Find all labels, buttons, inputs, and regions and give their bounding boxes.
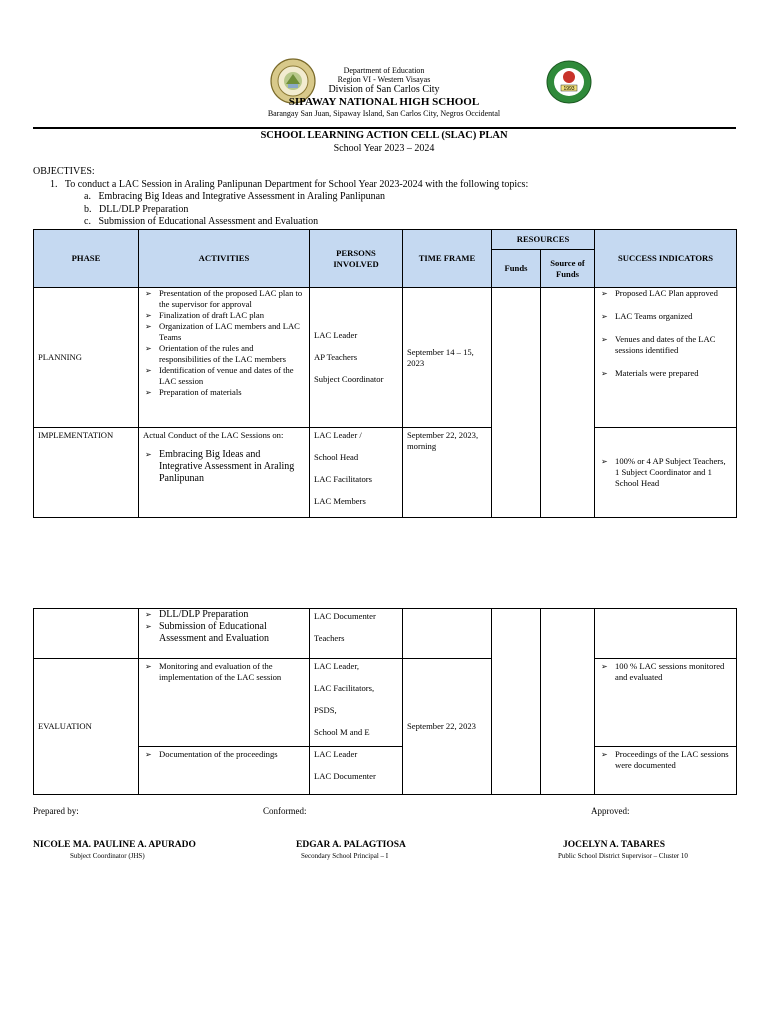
evaluation-persons-2: [310, 747, 403, 795]
school-seal-year: 1993: [563, 86, 575, 92]
implementation-row: [34, 428, 737, 518]
planning-persons: [310, 288, 403, 428]
person: PSDS,: [314, 705, 337, 715]
planning-row: [34, 288, 737, 428]
person: Teachers: [314, 633, 345, 643]
list-item: ➢ Preparation of materials: [159, 387, 305, 398]
document-title: SCHOOL LEARNING ACTION CELL (SLAC) PLAN: [260, 130, 508, 141]
activities-header: ACTIVITIES: [139, 230, 310, 288]
person: School M and E: [314, 727, 370, 737]
division-name: Division of San Carlos City: [328, 84, 440, 95]
school-address: Barangay San Juan, Sipaway Island, San Carlos City, Negros Occidental: [267, 109, 501, 118]
evaluation-row-1: [34, 659, 737, 747]
conformed-name: EDGAR A. PALAGTIOSA: [296, 840, 406, 850]
topic-c: c. Submission of Educational Assessment and Evaluation: [84, 216, 319, 227]
person: LAC Documenter: [314, 771, 376, 781]
evaluation-activities-1: [139, 659, 310, 747]
resources-header: RESOURCES: [492, 230, 595, 250]
list-item: ➢ Orientation of the rules and responsibilities of the LAC members: [159, 343, 305, 365]
list-item: ➢ Presentation of the proposed LAC plan to the supervisor for approval: [159, 288, 305, 310]
topic-b: b. DLL/DLP Preparation: [84, 204, 189, 215]
implementation-activities: [139, 428, 310, 518]
continuation-persons: [310, 609, 403, 659]
evaluation-time: September 22, 2023: [403, 659, 492, 795]
prepared-by-label: Prepared by:: [33, 806, 79, 816]
continuation-row: [34, 609, 737, 659]
list-item: ➢ DLL/DLP Preparation: [159, 609, 305, 621]
evaluation-persons-1: [310, 659, 403, 747]
header-divider: [33, 127, 736, 129]
person: Subject Coordinator: [314, 374, 384, 384]
evaluation-success-1: [595, 659, 737, 747]
prepared-by-name: NICOLE MA. PAULINE A. APURADO: [33, 840, 196, 850]
prepared-by-position: Subject Coordinator (JHS): [70, 852, 145, 860]
planning-success: [595, 288, 737, 428]
region-name: Region VI - Western Visayas: [337, 75, 431, 84]
person: LAC Leader: [314, 749, 358, 759]
implementation-time: September 22, 2023, morning: [403, 428, 492, 518]
person: LAC Leader /: [314, 430, 362, 440]
list-item: ➢ Identification of venue and dates of the LAC session: [159, 365, 305, 387]
list-item: ➢ Venues and dates of the LAC sessions identified: [615, 334, 732, 356]
persons-header: PERSONS INVOLVED: [310, 230, 403, 288]
objective-1: 1. To conduct a LAC Session in Araling Panlipunan Department for School Year 2023-2024 with the following topics:: [50, 179, 529, 190]
objectives-label: OBJECTIVES:: [33, 166, 95, 177]
person: LAC Leader: [314, 330, 358, 340]
list-item: ➢ Finalization of draft LAC plan: [159, 310, 305, 321]
approved-position: Public School District Supervisor – Cluster 10: [558, 852, 688, 860]
funds-header: Funds: [492, 250, 541, 288]
person: LAC Leader,: [314, 661, 359, 671]
source-cell: [541, 288, 595, 518]
person: LAC Facilitators,: [314, 683, 375, 693]
evaluation-activities-2: [139, 747, 310, 795]
department-name: Department of Education: [343, 66, 425, 75]
planning-activities: [139, 288, 310, 428]
list-item: ➢ Proposed LAC Plan approved: [615, 288, 732, 299]
list-item: ➢ Documentation of the proceedings: [159, 749, 305, 760]
implementation-phase: IMPLEMENTATION: [34, 428, 139, 518]
funds-cell: [492, 288, 541, 518]
person: LAC Documenter: [314, 611, 376, 621]
list-item: ➢ Embracing Big Ideas and Integrative Assessment in Araling Panlipunan: [159, 449, 305, 485]
list-item: ➢ 100% or 4 AP Subject Teachers, 1 Subject Coordinator and 1 School Head: [615, 456, 732, 489]
conformed-position: Secondary School Principal – I: [301, 852, 389, 860]
evaluation-success-2: [595, 747, 737, 795]
list-item: ➢ Proceedings of the LAC sessions were documented: [615, 749, 732, 771]
person: LAC Facilitators: [314, 474, 372, 484]
slac-plan-table-continued: [33, 608, 737, 795]
topic-a: a. Embracing Big Ideas and Integrative Assessment in Araling Panlipunan: [84, 191, 386, 202]
implementation-success: [595, 428, 737, 518]
list-item: ➢ Organization of LAC members and LAC Teams: [159, 321, 305, 343]
evaluation-row-2: [34, 747, 737, 795]
planning-time: September 14 – 15, 2023: [403, 288, 492, 428]
conformed-label: Conformed:: [263, 806, 307, 816]
list-item: ➢ Materials were prepared: [615, 368, 732, 379]
list-item: ➢ Submission of Educational Assessment and Evaluation: [159, 621, 305, 645]
slac-plan-table: [33, 229, 737, 518]
list-item: ➢ LAC Teams organized: [615, 311, 732, 322]
school-name: SIPAWAY NATIONAL HIGH SCHOOL: [288, 96, 480, 108]
source-header: Source of Funds: [541, 250, 595, 288]
continuation-activities: [139, 609, 310, 659]
time-header: TIME FRAME: [403, 230, 492, 288]
list-item: ➢ 100 % LAC sessions monitored and evaluated: [615, 661, 732, 683]
implementation-intro: Actual Conduct of the LAC Sessions on:: [143, 430, 284, 440]
phase-header: PHASE: [34, 230, 139, 288]
person: AP Teachers: [314, 352, 358, 362]
list-item: ➢ Monitoring and evaluation of the implementation of the LAC session: [159, 661, 305, 683]
approved-name: JOCELYN A. TABARES: [563, 840, 665, 850]
school-year: School Year 2023 – 2024: [333, 143, 435, 154]
approved-label: Approved:: [591, 806, 630, 816]
implementation-persons: [310, 428, 403, 518]
evaluation-phase: EVALUATION: [34, 659, 139, 795]
planning-phase: PLANNING: [34, 288, 139, 428]
person: School Head: [314, 452, 359, 462]
success-header: SUCCESS INDICATORS: [595, 230, 737, 288]
person: LAC Members: [314, 496, 366, 506]
